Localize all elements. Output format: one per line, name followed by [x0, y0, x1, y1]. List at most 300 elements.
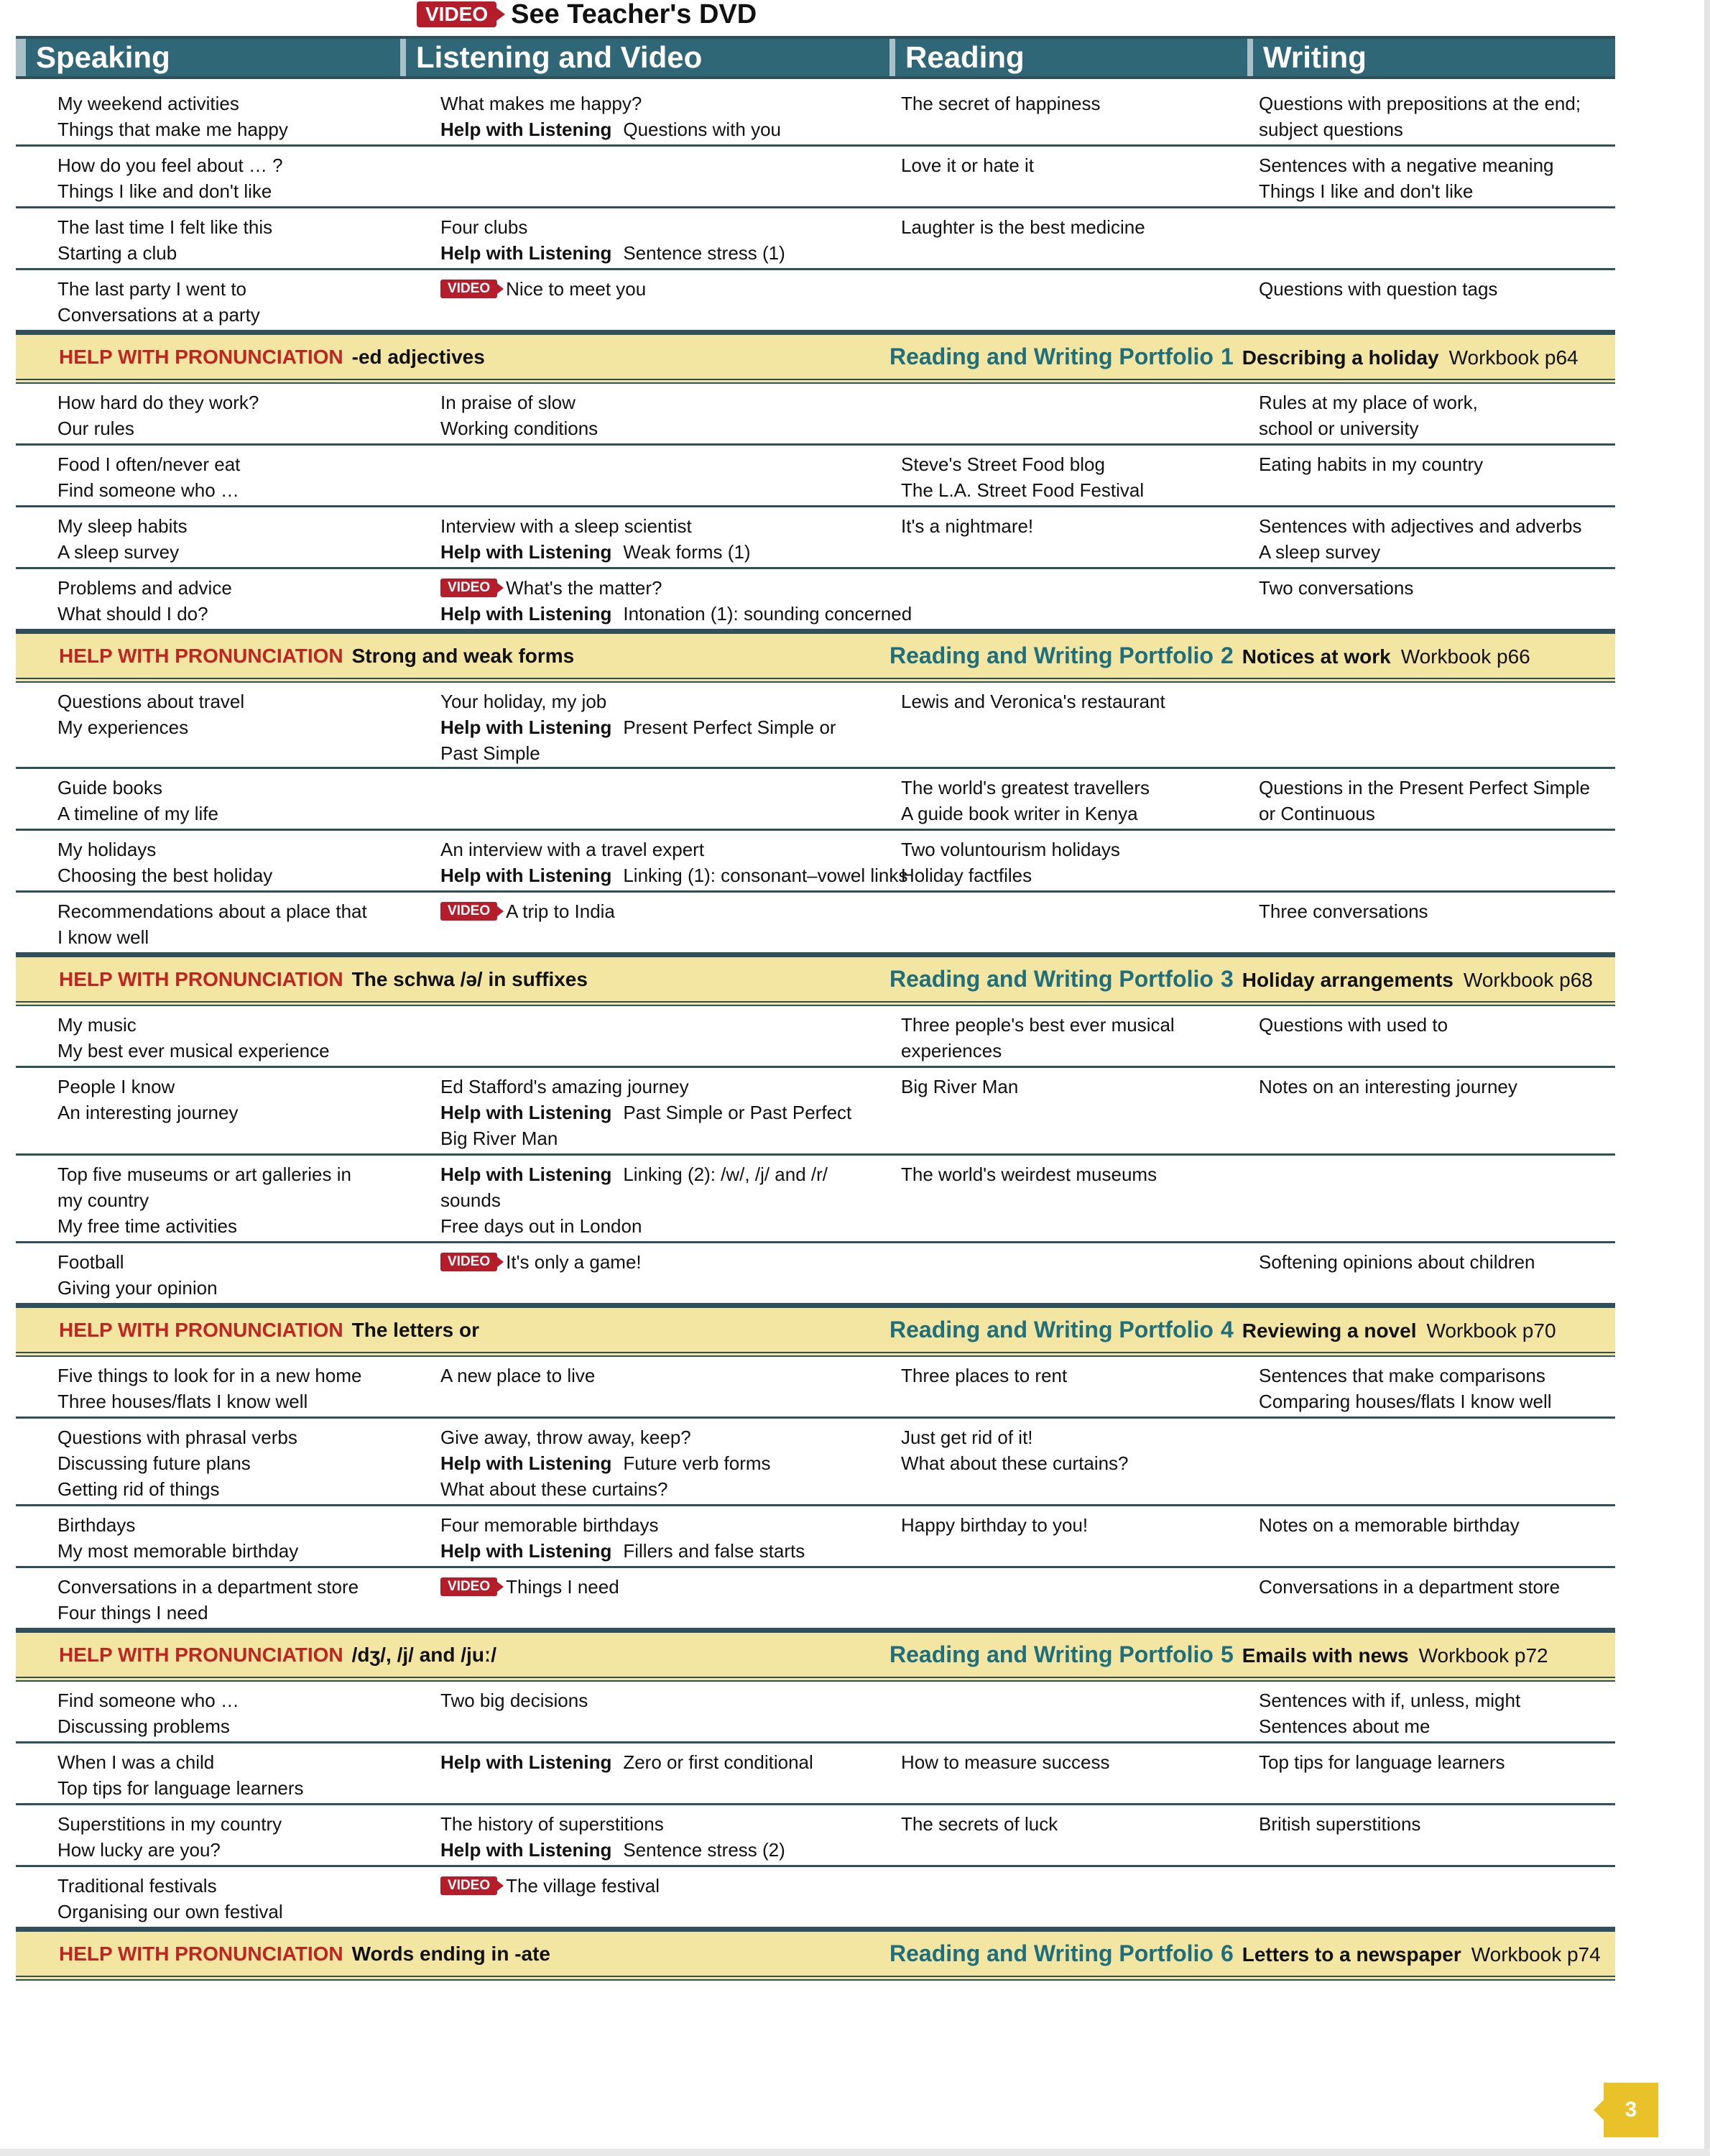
reading-item: experiences [901, 1040, 1002, 1061]
speaking-item: Top five museums or art galleries in [57, 1164, 351, 1185]
table-row [16, 1743, 1615, 1805]
speaking-cell [16, 831, 400, 890]
listening-item [440, 116, 882, 142]
speaking-item: My sleep habits [57, 515, 188, 537]
speaking-item: Questions with phrasal verbs [57, 1427, 297, 1448]
reading-cell [889, 446, 1247, 505]
listening-cell [400, 270, 889, 330]
writing-cell [1247, 384, 1615, 443]
listening-item [440, 601, 912, 627]
listening-text: What makes me happy? [440, 93, 642, 114]
workbook-reference: Workbook p66 [1400, 645, 1530, 668]
listening-text: Give away, throw away, keep? [440, 1427, 691, 1448]
speaking-cell [16, 893, 400, 952]
writing-cell [1247, 1867, 1615, 1927]
listening-text: Zero or first conditional [623, 1751, 813, 1773]
listening-item [440, 1538, 882, 1564]
reading-cell [889, 769, 1247, 829]
writing-item: Three conversations [1259, 900, 1428, 922]
reading-cell [889, 1068, 1247, 1153]
pronunciation-section [16, 1644, 889, 1667]
speaking-item: Giving your opinion [57, 1277, 218, 1299]
writing-item: Two conversations [1259, 577, 1414, 599]
table-row [16, 1243, 1615, 1305]
table-row [16, 831, 1615, 893]
speaking-item: Three houses/flats I know well [57, 1391, 308, 1412]
listening-item [440, 575, 882, 601]
pronunciation-topic: Strong and weak forms [351, 644, 575, 667]
help-with-listening-label: Help with Listening [440, 603, 612, 625]
listening-item [440, 898, 882, 924]
speaking-cell [16, 1243, 400, 1303]
table-row [16, 446, 1615, 507]
help-with-listening-label: Help with Listening [440, 1452, 612, 1474]
reading-cell [889, 683, 1247, 767]
listening-item [440, 390, 882, 415]
writing-item: Questions with question tags [1259, 278, 1498, 300]
writing-item: Notes on a memorable birthday [1259, 1514, 1520, 1536]
writing-cell [1247, 507, 1615, 567]
speaking-item: How do you feel about … ? [57, 155, 283, 176]
pronunciation-topic: The schwa /ə/ in suffixes [351, 967, 588, 990]
table-row [16, 507, 1615, 569]
workbook-reference: Workbook p68 [1463, 969, 1593, 991]
workbook-reference: Workbook p64 [1448, 346, 1579, 369]
portfolio-number: 4 [1220, 1317, 1234, 1342]
portfolio-topic: Reviewing a novel [1242, 1319, 1417, 1342]
listening-item [440, 415, 882, 441]
table-row [16, 270, 1615, 332]
portfolio-topic: Emails with news [1242, 1644, 1409, 1667]
portfolio-number: 1 [1220, 344, 1234, 369]
pronunciation-band [16, 1929, 1615, 1981]
pronunciation-label: HELP WITH PRONUNCIATION [59, 967, 343, 990]
listening-item [440, 1187, 882, 1213]
listening-item [440, 91, 882, 116]
speaking-item: My free time activities [57, 1215, 237, 1237]
reading-cell [889, 507, 1247, 567]
reading-item: Lewis and Veronica's restaurant [901, 691, 1165, 712]
speaking-item: Our rules [57, 418, 134, 439]
speaking-item: Food I often/never eat [57, 453, 241, 475]
listening-text: Your holiday, my job [440, 691, 607, 712]
listening-text: sounds [440, 1189, 501, 1211]
listening-text: The village festival [506, 1875, 660, 1897]
table-row [16, 1568, 1615, 1630]
page-number: 3 [1604, 2083, 1658, 2137]
speaking-item: Questions about travel [57, 691, 245, 712]
pronunciation-label: HELP WITH PRONUNCIATION [59, 644, 343, 667]
listening-cell [400, 1419, 889, 1504]
speaking-item: The last party I went to [57, 278, 247, 300]
writing-item: A sleep survey [1259, 541, 1381, 563]
listening-text: Ed Stafford's amazing journey [440, 1076, 689, 1097]
portfolio-number: 2 [1220, 642, 1234, 668]
listening-cell [400, 769, 889, 829]
reading-cell [889, 1006, 1247, 1066]
speaking-item: Conversations in a department store [57, 1576, 359, 1598]
reading-cell [889, 1867, 1247, 1927]
portfolio-topic: Notices at work [1242, 645, 1391, 668]
listening-text: Intonation (1): sounding concerned [623, 603, 912, 625]
help-with-listening-label: Help with Listening [440, 119, 612, 140]
speaking-item: Choosing the best holiday [57, 865, 273, 886]
column-header-row [16, 36, 1615, 79]
speaking-item: I know well [57, 926, 149, 948]
page-edge [1704, 0, 1710, 2156]
speaking-cell [16, 384, 400, 443]
pronunciation-band [16, 332, 1615, 384]
pronunciation-section [16, 346, 889, 369]
reading-item: The secrets of luck [901, 1813, 1058, 1835]
pronunciation-section [16, 1943, 889, 1966]
speaking-cell [16, 507, 400, 567]
writing-item: Top tips for language learners [1259, 1751, 1505, 1773]
reading-item: A guide book writer in Kenya [901, 803, 1138, 824]
writing-cell [1247, 270, 1615, 330]
reading-cell [889, 147, 1247, 206]
writing-cell [1247, 1568, 1615, 1628]
table-row [16, 683, 1615, 769]
reading-item: Two voluntourism holidays [901, 839, 1120, 860]
writing-cell [1247, 1243, 1615, 1303]
speaking-item: Discussing future plans [57, 1452, 251, 1474]
listening-item [440, 1450, 882, 1476]
listening-item [440, 1424, 882, 1450]
listening-cell [400, 683, 889, 767]
listening-text: Future verb forms [623, 1452, 771, 1474]
header-writing: Writing [1247, 39, 1615, 76]
workbook-reference: Workbook p70 [1426, 1319, 1556, 1342]
writing-item: Notes on an interesting journey [1259, 1076, 1517, 1097]
help-with-listening-label: Help with Listening [440, 1164, 612, 1185]
pronunciation-label: HELP WITH PRONUNCIATION [59, 345, 343, 368]
listening-item [440, 862, 908, 888]
listening-text: Free days out in London [440, 1215, 642, 1237]
listening-text: In praise of slow [440, 392, 576, 413]
listening-cell [400, 446, 889, 505]
listening-text: A trip to India [506, 900, 615, 922]
speaking-item: Traditional festivals [57, 1875, 217, 1897]
listening-text: Fillers and false starts [623, 1540, 805, 1562]
writing-item: Sentences with a negative meaning [1259, 155, 1554, 176]
portfolio-section [889, 1641, 1548, 1668]
table-row [16, 1419, 1615, 1506]
pronunciation-topic: The letters or [351, 1318, 480, 1341]
pronunciation-band [16, 631, 1615, 683]
reading-item: The secret of happiness [901, 93, 1101, 114]
listening-cell [400, 384, 889, 443]
listening-cell [400, 147, 889, 206]
speaking-item: Top tips for language learners [57, 1777, 304, 1799]
workbook-reference: Workbook p74 [1471, 1943, 1601, 1966]
speaking-cell [16, 147, 400, 206]
portfolio-label: Reading and Writing Portfolio [889, 1641, 1214, 1667]
listening-cell [400, 1867, 889, 1927]
reading-cell [889, 384, 1247, 443]
portfolio-label: Reading and Writing Portfolio [889, 1940, 1214, 1966]
reading-cell [889, 1506, 1247, 1566]
reading-item: Steve's Street Food blog [901, 453, 1105, 475]
listening-text: Four clubs [440, 216, 528, 238]
video-badge: VIDEO [440, 1253, 497, 1271]
reading-item: Just get rid of it! [901, 1427, 1033, 1448]
speaking-item: My best ever musical experience [57, 1040, 330, 1061]
writing-item: Rules at my place of work, [1259, 392, 1478, 413]
writing-cell [1247, 569, 1615, 629]
listening-cell [400, 1156, 889, 1241]
reading-item: Big River Man [901, 1076, 1019, 1097]
writing-item: Softening opinions about children [1259, 1251, 1535, 1273]
pronunciation-topic: -ed adjectives [351, 345, 485, 368]
help-with-listening-label: Help with Listening [440, 717, 612, 738]
reading-item: It's a nightmare! [901, 515, 1034, 537]
writing-item: Conversations in a department store [1259, 1576, 1561, 1598]
speaking-cell [16, 1006, 400, 1066]
reading-item: How to measure success [901, 1751, 1110, 1773]
writing-item: or Continuous [1259, 803, 1375, 824]
listening-cell [400, 1743, 889, 1803]
listening-text: Past Simple or Past Perfect [623, 1102, 852, 1123]
reading-cell [889, 1156, 1247, 1241]
speaking-cell [16, 1805, 400, 1865]
table-row [16, 1357, 1615, 1419]
writing-cell [1247, 769, 1615, 829]
speaking-item: My weekend activities [57, 93, 239, 114]
portfolio-number: 5 [1220, 1641, 1234, 1667]
speaking-item: Problems and advice [57, 577, 232, 599]
table-row [16, 1156, 1615, 1243]
speaking-item: my country [57, 1189, 149, 1211]
pronunciation-section [16, 1319, 889, 1342]
speaking-item: A sleep survey [57, 541, 180, 563]
listening-item [440, 714, 882, 740]
reading-item: Laughter is the best medicine [901, 216, 1145, 238]
speaking-item: Things that make me happy [57, 119, 288, 140]
writing-item: Eating habits in my country [1259, 453, 1484, 475]
table-row [16, 85, 1615, 147]
speaking-cell [16, 683, 400, 767]
listening-item [440, 1476, 882, 1502]
speaking-item: A timeline of my life [57, 803, 218, 824]
listening-text: Linking (2): /w/, /j/ and /r/ [623, 1164, 828, 1185]
video-badge: VIDEO [417, 1, 496, 27]
listening-text: Four memorable birthdays [440, 1514, 659, 1536]
speaking-item: How hard do they work? [57, 392, 259, 413]
speaking-item: My most memorable birthday [57, 1540, 299, 1562]
speaking-item: Four things I need [57, 1602, 208, 1623]
speaking-item: Football [57, 1251, 124, 1273]
listening-text: Interview with a sleep scientist [440, 515, 692, 537]
table-row [16, 769, 1615, 831]
writing-cell [1247, 1419, 1615, 1504]
listening-item [440, 1249, 882, 1275]
help-with-listening-label: Help with Listening [440, 1839, 612, 1861]
speaking-cell [16, 208, 400, 268]
listening-item [440, 1100, 882, 1125]
listening-text: Working conditions [440, 418, 598, 439]
listening-text: Two big decisions [440, 1690, 588, 1711]
listening-item [440, 1687, 882, 1713]
listening-item [440, 1749, 882, 1775]
writing-item: Sentences about me [1259, 1715, 1431, 1737]
writing-cell [1247, 683, 1615, 767]
workbook-reference: Workbook p72 [1418, 1644, 1548, 1667]
listening-item [440, 1213, 882, 1239]
speaking-item: My holidays [57, 839, 157, 860]
video-banner [417, 0, 757, 29]
listening-item [440, 1074, 882, 1100]
listening-text: Present Perfect Simple or [623, 717, 836, 738]
listening-item [440, 837, 882, 862]
speaking-item: Getting rid of things [57, 1478, 220, 1500]
speaking-cell [16, 85, 400, 144]
reading-item: What about these curtains? [901, 1452, 1129, 1474]
table-row [16, 1682, 1615, 1743]
speaking-cell [16, 1068, 400, 1153]
listening-text: Questions with you [623, 119, 782, 140]
video-badge: VIDEO [440, 902, 497, 921]
table-row [16, 1805, 1615, 1867]
writing-cell [1247, 1156, 1615, 1241]
header-listening-video: Listening and Video [400, 39, 889, 76]
speaking-item: Five things to look for in a new home [57, 1365, 362, 1386]
pronunciation-section [16, 645, 889, 668]
writing-cell [1247, 1506, 1615, 1566]
speaking-item: Superstitions in my country [57, 1813, 282, 1835]
listening-cell [400, 208, 889, 268]
listening-item [440, 1512, 882, 1538]
writing-item: British superstitions [1259, 1813, 1421, 1835]
writing-cell [1247, 446, 1615, 505]
reading-cell [889, 1243, 1247, 1303]
listening-item [440, 1873, 882, 1899]
reading-cell [889, 1805, 1247, 1865]
writing-cell [1247, 1682, 1615, 1741]
listening-item [440, 276, 882, 302]
listening-text: Linking (1): consonant–vowel links [623, 865, 908, 886]
speaking-cell [16, 1506, 400, 1566]
table-row [16, 893, 1615, 954]
listening-cell [400, 1568, 889, 1628]
listening-cell [400, 1682, 889, 1741]
writing-item: subject questions [1259, 119, 1403, 140]
speaking-item: The last time I felt like this [57, 216, 273, 238]
listening-item [440, 1574, 882, 1600]
reading-item: Three places to rent [901, 1365, 1068, 1386]
reading-item: Love it or hate it [901, 155, 1034, 176]
listening-text: Past Simple [440, 742, 540, 764]
speaking-cell [16, 569, 400, 629]
reading-item: Holiday factfiles [901, 865, 1032, 886]
table-row [16, 1068, 1615, 1156]
writing-cell [1247, 1006, 1615, 1066]
listening-item [440, 1811, 882, 1837]
listening-cell [400, 893, 889, 952]
portfolio-section [889, 966, 1593, 992]
portfolio-label: Reading and Writing Portfolio [889, 344, 1214, 369]
portfolio-topic: Holiday arrangements [1242, 969, 1454, 991]
writing-item: Comparing houses/flats I know well [1259, 1391, 1552, 1412]
listening-cell [400, 1068, 889, 1153]
writing-cell [1247, 831, 1615, 890]
help-with-listening-label: Help with Listening [440, 1102, 612, 1123]
help-with-listening-label: Help with Listening [440, 865, 612, 886]
video-badge: VIDEO [440, 1577, 497, 1596]
listening-cell [400, 1506, 889, 1566]
table-row [16, 569, 1615, 631]
speaking-item: Things I like and don't like [57, 180, 272, 202]
writing-item: Sentences that make comparisons [1259, 1365, 1545, 1386]
writing-cell [1247, 1805, 1615, 1865]
portfolio-topic: Describing a holiday [1242, 346, 1439, 369]
speaking-item: Discussing problems [57, 1715, 230, 1737]
portfolio-section [889, 1940, 1601, 1967]
table-row [16, 1506, 1615, 1568]
portfolio-topic: Letters to a newspaper [1242, 1943, 1461, 1966]
pronunciation-label: HELP WITH PRONUNCIATION [59, 1942, 343, 1965]
speaking-cell [16, 1682, 400, 1741]
listening-text: Nice to meet you [506, 278, 647, 300]
listening-text: Sentence stress (2) [623, 1839, 785, 1861]
listening-text: What's the matter? [506, 577, 662, 599]
writing-item: Questions in the Present Perfect Simple [1259, 777, 1591, 798]
speaking-item: How lucky are you? [57, 1839, 221, 1861]
writing-cell [1247, 85, 1615, 144]
portfolio-section [889, 1317, 1556, 1343]
page-edge-bottom [0, 2149, 1710, 2156]
speaking-cell [16, 1867, 400, 1927]
help-with-listening-label: Help with Listening [440, 1751, 612, 1773]
writing-item: school or university [1259, 418, 1419, 439]
listening-text: The history of superstitions [440, 1813, 664, 1835]
pronunciation-topic: /dʒ/, /j/ and /juː/ [351, 1643, 497, 1666]
speaking-item: Birthdays [57, 1514, 136, 1536]
writing-cell [1247, 893, 1615, 952]
reading-cell [889, 85, 1247, 144]
writing-item: Questions with used to [1259, 1014, 1448, 1036]
video-badge: VIDEO [440, 280, 497, 298]
listening-cell [400, 1006, 889, 1066]
portfolio-number: 6 [1220, 1940, 1234, 1966]
listening-item [440, 214, 882, 240]
writing-item: Sentences with if, unless, might [1259, 1690, 1521, 1711]
writing-item: Questions with prepositions at the end; [1259, 93, 1581, 114]
listening-text: Sentence stress (1) [623, 242, 785, 264]
writing-cell [1247, 1068, 1615, 1153]
speaking-item: When I was a child [57, 1751, 215, 1773]
reading-cell [889, 893, 1247, 952]
writing-cell [1247, 1357, 1615, 1416]
speaking-item: Starting a club [57, 242, 177, 264]
header-reading: Reading [889, 39, 1247, 76]
writing-cell [1247, 208, 1615, 268]
portfolio-label: Reading and Writing Portfolio [889, 966, 1214, 992]
speaking-cell [16, 1156, 400, 1241]
writing-cell [1247, 147, 1615, 206]
video-badge: VIDEO [440, 579, 497, 597]
table-row [16, 1867, 1615, 1929]
listening-text: It's only a game! [506, 1251, 642, 1273]
pronunciation-band [16, 1305, 1615, 1357]
reading-cell [889, 831, 1247, 890]
contents-table [16, 85, 1615, 1981]
table-row [16, 208, 1615, 270]
listening-item [440, 1837, 882, 1863]
reading-item: The L.A. Street Food Festival [901, 479, 1145, 501]
listening-item [440, 740, 882, 766]
listening-item [440, 1125, 882, 1151]
